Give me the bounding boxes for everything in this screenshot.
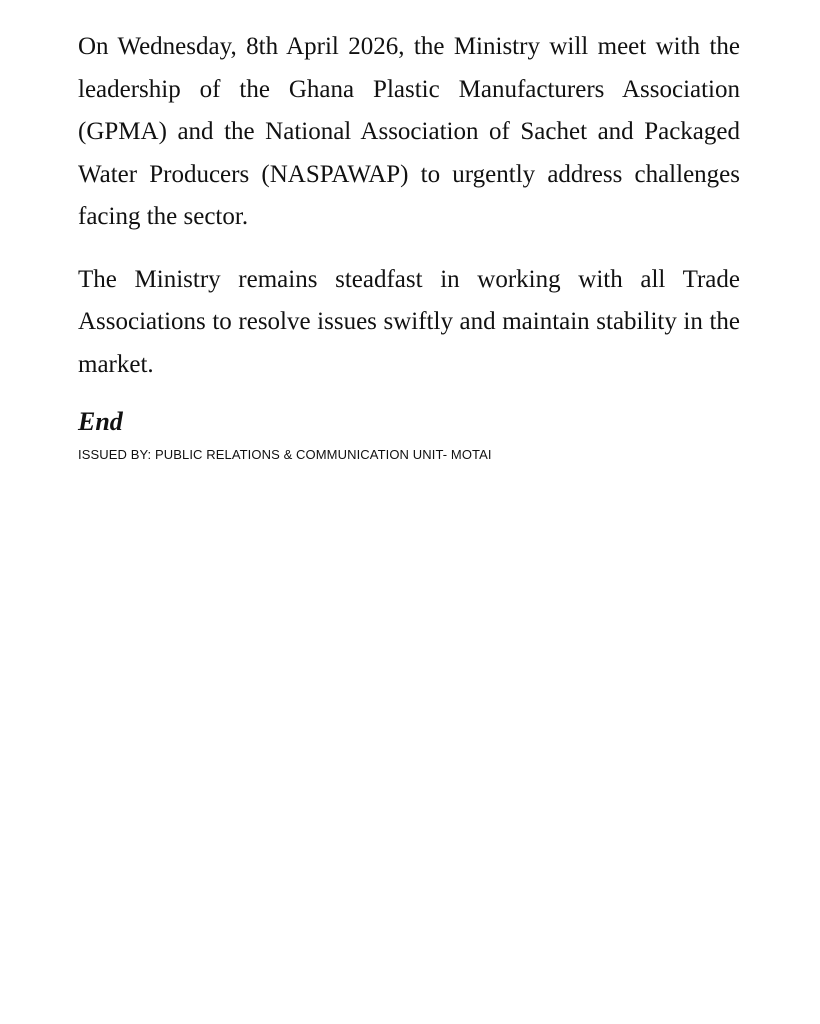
meeting-announcement-paragraph: On Wednesday, 8th April 2026, the Ministry will meet with the leadership of the Ghana Plastic Manufacturers Association (GPMA) and the National Association of Sachet and Packaged Water Producers (NASPAWAP) to urgently address challenges facing the sector. — [78, 33, 740, 230]
issued-by-line: ISSUED BY: PUBLIC RELATIONS & COMMUNICATION UNIT- MOTAI — [78, 447, 492, 462]
end-marker: End — [78, 407, 123, 436]
ministry-commitment-paragraph: The Ministry remains steadfast in working with all Trade Associations to resolve issues swiftly and maintain stability in the market. — [78, 265, 740, 378]
document-body — [78, 26, 740, 464]
